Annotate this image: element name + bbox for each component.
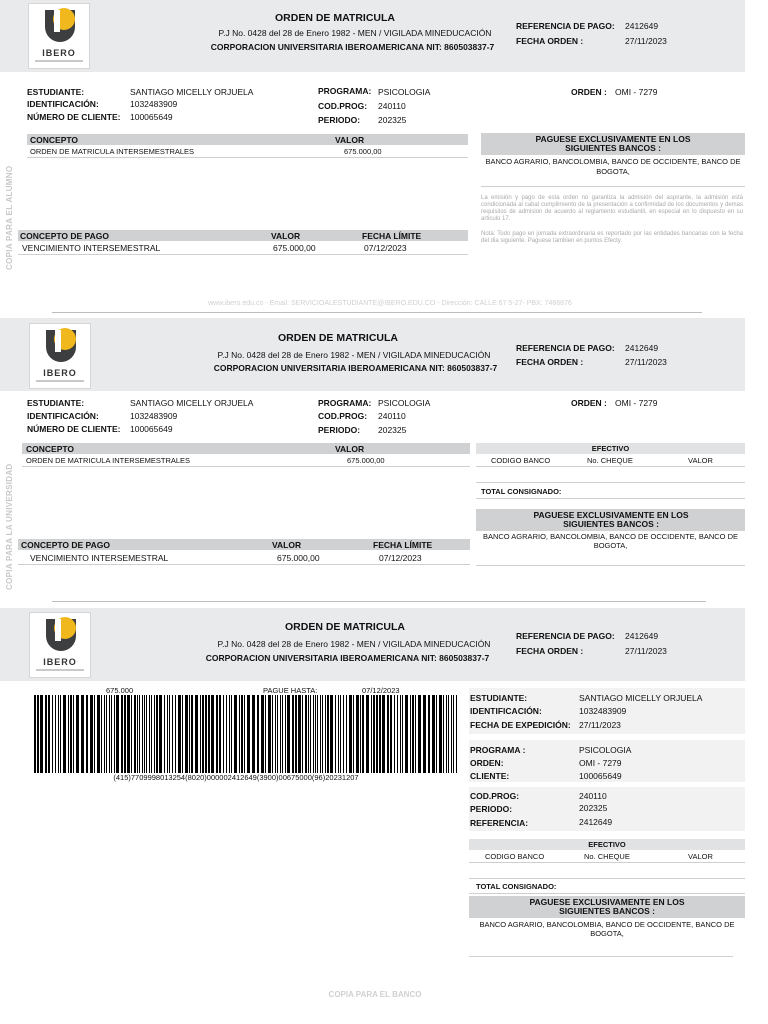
- periodo-value: 202325: [378, 425, 407, 435]
- efectivo-header: EFECTIVO: [591, 444, 630, 453]
- slip-programa-label: PROGRAMA :: [470, 745, 526, 755]
- ref-pago-label: REFERENCIA DE PAGO:: [516, 343, 615, 353]
- concept-item: ORDEN DE MATRICULA INTERSEMESTRALES: [26, 456, 191, 465]
- slip-fecha-exp-label: FECHA DE EXPEDICIÓN:: [470, 720, 571, 730]
- cheque-label: No. CHEQUE: [587, 456, 633, 465]
- valor-header: VALOR: [335, 444, 365, 454]
- ibero-logo: IBERO: [28, 3, 90, 69]
- ibero-logo: IBERO: [29, 612, 91, 678]
- slip-periodo-label: PERIODO:: [470, 804, 513, 814]
- slip-codprog-value: 240110: [579, 791, 607, 801]
- slip-amount: 675.000: [106, 686, 134, 695]
- ref-pago-value: 2412649: [625, 343, 659, 353]
- orden-value: OMI - 7279: [615, 87, 658, 97]
- concepto-header: CONCEPTO: [26, 444, 75, 454]
- institution-line: CORPORACION UNIVERSITARIA IBEROAMERICANA NIT: 860503837-7: [210, 42, 495, 52]
- bank-list: BANCO AGRARIO, BANCOLOMBIA, BANCO DE OCCIDENTE, BANCO DE BOGOTA,: [485, 157, 741, 176]
- codprog-value: 240110: [378, 411, 406, 421]
- pago-valor-header: VALOR: [271, 231, 301, 241]
- estudiante-value: SANTIAGO MICELLY ORJUELA: [130, 398, 254, 408]
- institution-line: CORPORACION UNIVERSITARIA IBEROAMERICANA NIT: 860503837-7: [205, 653, 490, 663]
- barcode: [34, 695, 458, 773]
- concept-item: ORDEN DE MATRICULA INTERSEMESTRALES: [30, 147, 195, 156]
- admission-note: La emisión y pago de esta orden no garantiza la admisión del aspirante, la admisión está condicionada al cabal cumplimiento de la presentación a confirmidad de los documentos y demas requisitos de admision de acuerdo al reglamento estudiantil, en especial en lo dispuesto en su articulo 17.: [481, 195, 743, 222]
- identificacion-label: IDENTIFICACIÓN:: [27, 99, 99, 109]
- concepto-pago-header: CONCEPTO DE PAGO: [20, 231, 109, 241]
- ref-pago-value: 2412649: [625, 21, 659, 31]
- slip-cliente-label: CLIENTE:: [470, 771, 510, 781]
- fecha-limite-header: FECHA LÍMITE: [373, 540, 433, 550]
- fecha-orden-value: 27/11/2023: [625, 357, 667, 367]
- doc-title: ORDEN DE MATRICULA: [275, 12, 395, 24]
- programa-value: PSICOLOGIA: [378, 87, 431, 97]
- bank-header: PAGUESE EXCLUSIVAMENTE EN LOS SIGUIENTES BANCOS :: [533, 510, 689, 529]
- pago-fecha: 07/12/2023: [364, 243, 407, 253]
- bank-list: BANCO AGRARIO, BANCOLOMBIA, BANCO DE OCCIDENTE, BANCO DE BOGOTA,: [479, 920, 735, 938]
- slip-referencia-value: 2412649: [579, 817, 613, 827]
- fecha-orden-label: FECHA ORDEN :: [516, 357, 584, 367]
- bank-header: PAGUESE EXCLUSIVAMENTE EN LOS SIGUIENTES BANCOS :: [529, 897, 685, 916]
- barcode-text: (415)7709998013254(8020)000002412649(3900)00675000(96)20231207: [113, 773, 359, 782]
- doc-title: ORDEN DE MATRICULA: [278, 332, 398, 344]
- legal-line: P.J No. 0428 del 28 de Enero 1982 - MEN / VIGILADA MINEDUCACIÓN: [217, 350, 491, 360]
- concepto-pago-header: CONCEPTO DE PAGO: [21, 540, 110, 550]
- fecha-limite-header: FECHA LÍMITE: [362, 231, 422, 241]
- pago-valor-header: VALOR: [272, 540, 302, 550]
- slip-fecha-exp-value: 27/11/2023: [579, 720, 621, 730]
- footer-contact: www.ibero.edu.co - Email: SERVICIOALESTUDIANTE@IBERO.EDU.CO - Dirección: CALLE 67 5-27- PBX: 7466876: [208, 300, 572, 307]
- slip-orden-value: OMI - 7279: [579, 758, 622, 768]
- orden-label: ORDEN :: [571, 398, 607, 408]
- cliente-value: 100065649: [130, 112, 173, 122]
- codprog-label: COD.PROG:: [318, 411, 368, 421]
- estudiante-label: ESTUDIANTE:: [27, 398, 85, 408]
- valor-header: VALOR: [335, 135, 365, 145]
- programa-label: PROGRAMA:: [318, 398, 372, 408]
- bank-header: PAGUESE EXCLUSIVAMENTE EN LOS SIGUIENTES BANCOS :: [535, 134, 691, 153]
- payment-note: Nota: Todo pago en jornada extraordinaria es reportado por las entidades bancarias con la fecha del dia siguiente. Paguese tambien en puntos Efecty.: [481, 231, 743, 244]
- pago-item: VENCIMIENTO INTERSEMESTRAL: [22, 243, 161, 253]
- periodo-label: PERIODO:: [318, 115, 361, 125]
- cliente-label: NÚMERO DE CLIENTE:: [27, 424, 121, 434]
- fecha-orden-label: FECHA ORDEN :: [516, 646, 584, 656]
- identificacion-label: IDENTIFICACIÓN:: [27, 411, 99, 421]
- doc-title: ORDEN DE MATRICULA: [285, 621, 405, 633]
- legal-line: P.J No. 0428 del 28 de Enero 1982 - MEN / VIGILADA MINEDUCACIÓN: [217, 639, 491, 649]
- slip-id-label: IDENTIFICACIÓN:: [470, 706, 542, 716]
- slip-codprog-label: COD.PROG:: [470, 791, 520, 801]
- orden-label: ORDEN :: [571, 87, 607, 97]
- copy-label-universidad: COPIA PARA LA UNIVERSIDAD: [5, 463, 14, 590]
- ref-pago-value: 2412649: [625, 631, 659, 641]
- slip-orden-label: ORDEN:: [470, 758, 504, 768]
- pague-hasta-label: PAGUE HASTA:: [263, 686, 318, 695]
- estudiante-label: ESTUDIANTE:: [27, 87, 85, 97]
- concept-item-value: 675.000,00: [344, 147, 382, 156]
- efectivo-header: EFECTIVO: [588, 840, 626, 849]
- codprog-label: COD.PROG:: [318, 101, 368, 111]
- ibero-logo: IBERO: [29, 323, 91, 389]
- fecha-orden-label: FECHA ORDEN :: [516, 36, 584, 46]
- periodo-label: PERIODO:: [318, 425, 361, 435]
- concept-table-header: [22, 443, 470, 454]
- total-consignado-label: TOTAL CONSIGNADO:: [476, 882, 557, 891]
- cash-valor-label: VALOR: [688, 852, 713, 861]
- copy-label-alumno: COPIA PARA EL ALUMNO: [5, 165, 14, 270]
- identificacion-value: 1032483909: [130, 99, 178, 109]
- total-consignado-label: TOTAL CONSIGNADO:: [481, 487, 562, 496]
- slip-periodo-value: 202325: [579, 803, 608, 813]
- cash-valor-label: VALOR: [688, 456, 713, 465]
- codigo-banco-label: CODIGO BANCO: [491, 456, 551, 465]
- cliente-value: 100065649: [130, 424, 173, 434]
- pago-valor: 675.000,00: [277, 553, 320, 563]
- ref-pago-label: REFERENCIA DE PAGO:: [516, 631, 615, 641]
- ref-pago-label: REFERENCIA DE PAGO:: [516, 21, 615, 31]
- pague-hasta-value: 07/12/2023: [362, 686, 400, 695]
- bank-list: BANCO AGRARIO, BANCOLOMBIA, BANCO DE OCCIDENTE, BANCO DE BOGOTA,: [482, 532, 739, 550]
- concepto-header: CONCEPTO: [30, 135, 79, 145]
- concept-table-header: [27, 134, 468, 145]
- cliente-label: NÚMERO DE CLIENTE:: [27, 112, 121, 122]
- orden-value: OMI - 7279: [615, 398, 658, 408]
- copy-label-banco: COPIA PARA EL BANCO: [328, 990, 422, 999]
- estudiante-value: SANTIAGO MICELLY ORJUELA: [130, 87, 254, 97]
- slip-referencia-label: REFERENCIA:: [470, 818, 529, 828]
- periodo-value: 202325: [378, 115, 407, 125]
- slip-cliente-value: 100065649: [579, 771, 622, 781]
- fecha-orden-value: 27/11/2023: [625, 36, 667, 46]
- legal-line: P.J No. 0428 del 28 de Enero 1982 - MEN / VIGILADA MINEDUCACIÓN: [218, 28, 492, 38]
- slip-estudiante-value: SANTIAGO MICELLY ORJUELA: [579, 693, 703, 703]
- slip-id-value: 1032483909: [579, 706, 627, 716]
- programa-label: PROGRAMA:: [318, 86, 372, 96]
- pago-fecha: 07/12/2023: [379, 553, 422, 563]
- pago-valor: 675.000,00: [273, 243, 316, 253]
- pago-item: VENCIMIENTO INTERSEMESTRAL: [30, 553, 169, 563]
- institution-line: CORPORACION UNIVERSITARIA IBEROAMERICANA NIT: 860503837-7: [213, 363, 498, 373]
- cheque-label: No. CHEQUE: [584, 852, 630, 861]
- codigo-banco-label: CODIGO BANCO: [485, 852, 545, 861]
- codprog-value: 240110: [378, 101, 406, 111]
- identificacion-value: 1032483909: [130, 411, 178, 421]
- slip-programa-value: PSICOLOGIA: [579, 745, 632, 755]
- programa-value: PSICOLOGIA: [378, 398, 431, 408]
- slip-estudiante-label: ESTUDIANTE:: [470, 693, 528, 703]
- fecha-orden-value: 27/11/2023: [625, 646, 667, 656]
- concept-item-value: 675.000,00: [347, 456, 385, 465]
